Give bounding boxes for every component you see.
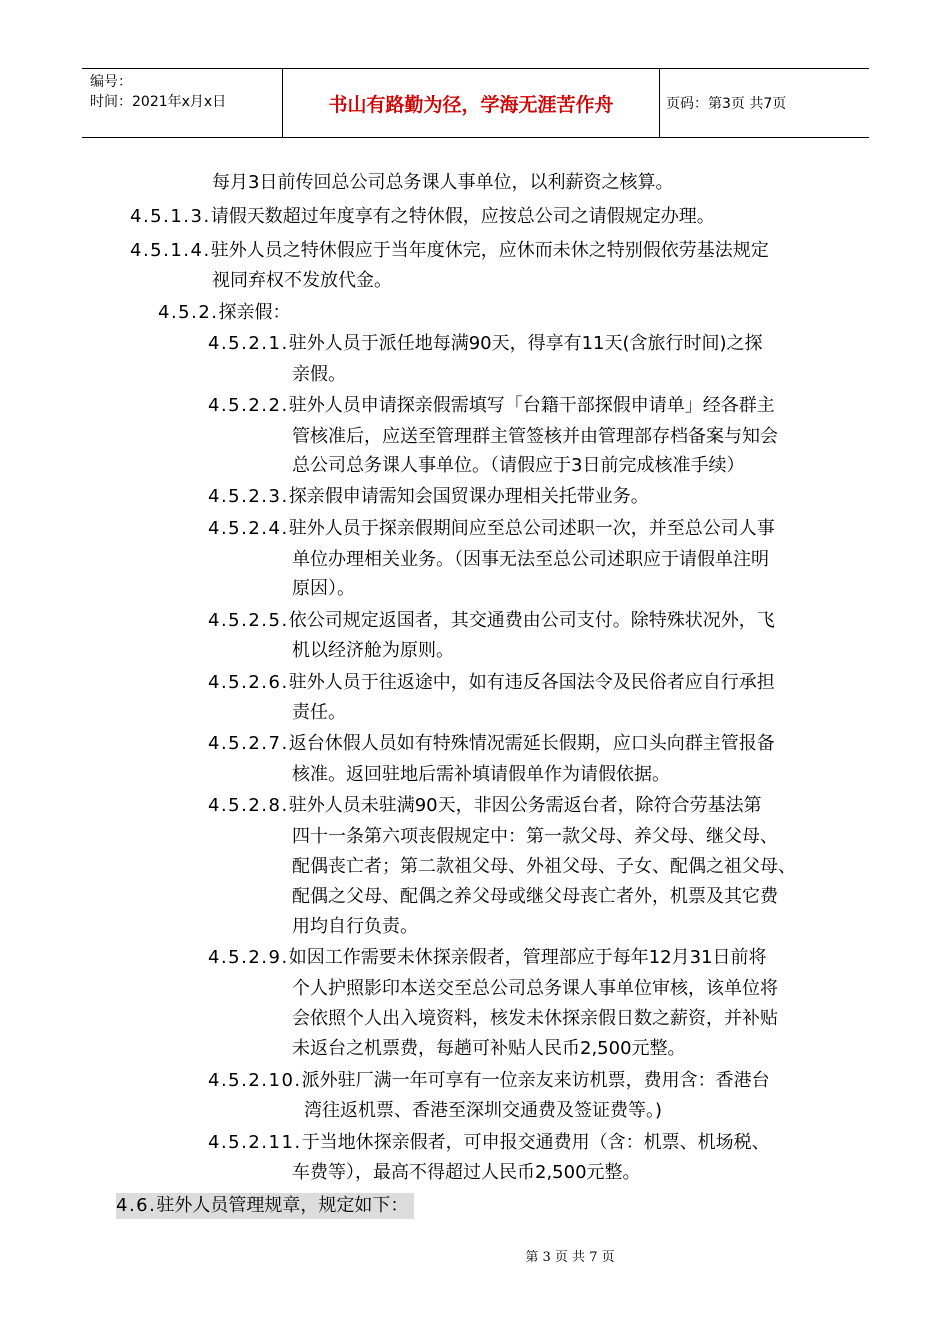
clause-number: 4.5.2. <box>158 302 219 323</box>
paragraph-line: 会依照个人出入境资料，核发未休探亲假日数之薪资，并补贴 <box>292 1008 778 1029</box>
paragraph-line: 用均自行负责。 <box>292 916 418 937</box>
document-header <box>82 68 869 138</box>
paragraph-line: 车费等），最高不得超过人民币2,500元整。 <box>292 1162 641 1183</box>
section-heading-highlighted: 4.6.驻外人员管理规章，规定如下： <box>116 1193 414 1219</box>
clause-line: 4.5.2.4.驻外人员于探亲假期间应至总公司述职一次，并至总公司人事 <box>208 518 775 539</box>
paragraph-line: 亲假。 <box>292 364 346 385</box>
clause-line: 4.5.2.2.驻外人员申请探亲假需填写「台籍干部探假申请单」经各群主 <box>208 395 775 416</box>
paragraph-line: 管核准后，应送至管理群主管签核并由管理部存档备案与知会 <box>292 426 778 447</box>
clause-number: 4.5.2.10. <box>208 1070 302 1091</box>
clause-line: 4.5.2.6.驻外人员于往返途中，如有违反各国法令及民俗者应自行承担 <box>208 672 775 693</box>
clause-line: 4.5.2.5.依公司规定返国者，其交通费由公司支付。除特殊状况外，飞 <box>208 610 775 631</box>
clause-line: 4.5.2.8.驻外人员未驻满90天，非因公务需返台者，除符合劳基法第 <box>208 795 762 816</box>
header-motto: 书山有路勤为径，学海无涯苦作舟 <box>283 69 660 137</box>
footer-page-number: 第 3 页 共 7 页 <box>525 1250 615 1265</box>
header-page-label: 页码：第3页 共7页 <box>666 96 787 112</box>
number-label: 编号： <box>90 74 132 90</box>
section-heading: 4.5.2.探亲假： <box>158 302 291 323</box>
paragraph-line: 原因）。 <box>292 578 355 599</box>
clause-line: 4.5.2.3.探亲假申请需知会国贸课办理相关托带业务。 <box>208 486 649 507</box>
clause-line: 4.5.2.7.返台休假人员如有特殊情况需延长假期，应口头向群主管报备 <box>208 733 775 754</box>
paragraph-line: 未返台之机票费，每趟可补贴人民币2,500元整。 <box>292 1038 686 1059</box>
clause-number: 4.5.2.4. <box>208 518 289 539</box>
clause-line: 4.5.1.3.请假天数超过年度享有之特休假，应按总公司之请假规定办理。 <box>130 206 715 227</box>
clause-line: 4.5.2.10.派外驻厂满一年可享有一位亲友来访机票，费用含：香港台 <box>208 1070 770 1091</box>
paragraph-line: 湾往返机票、香港至深圳交通费及签证费等。) <box>304 1100 663 1121</box>
paragraph-line: 单位办理相关业务。（因事无法至总公司述职应于请假单注明 <box>292 549 769 570</box>
paragraph-line: 视同弃权不发放代金。 <box>212 270 392 291</box>
paragraph-line: 四十一条第六项丧假规定中：第一款父母、养父母、继父母、 <box>292 826 778 847</box>
date-label: 时间：2021年x月x日 <box>90 94 227 110</box>
paragraph-line: 核准。返回驻地后需补填请假单作为请假依据。 <box>292 764 670 785</box>
clause-number: 4.5.2.2. <box>208 395 289 416</box>
clause-number: 4.5.2.1. <box>208 333 289 354</box>
paragraph-line: 配偶之父母、配偶之养父母或继父母丧亡者外，机票及其它费 <box>292 886 778 907</box>
clause-number: 4.5.2.5. <box>208 610 289 631</box>
paragraph-line: 每月3日前传回总公司总务课人事单位，以利薪资之核算。 <box>212 172 674 193</box>
paragraph-line: 个人护照影印本送交至总公司总务课人事单位审核，该单位将 <box>292 978 778 999</box>
clause-line: 4.5.2.11.于当地休探亲假者，可申报交通费用（含：机票、机场税、 <box>208 1132 770 1153</box>
clause-number: 4.5.1.4. <box>130 240 211 261</box>
paragraph-line: 总公司总务课人事单位。（请假应于3日前完成核准手续） <box>292 455 745 476</box>
paragraph-line: 机以经济舱为原则。 <box>292 640 454 661</box>
page-footer <box>0 1246 950 1265</box>
clause-number: 4.6. <box>116 1195 157 1216</box>
header-meta-cell <box>82 69 283 137</box>
paragraph-line: 责任。 <box>292 702 346 723</box>
clause-line: 4.5.2.9.如因工作需要未休探亲假者，管理部应于每年12月31日前将 <box>208 947 767 968</box>
clause-number: 4.5.2.11. <box>208 1132 302 1153</box>
clause-number: 4.5.2.9. <box>208 947 289 968</box>
clause-number: 4.5.2.8. <box>208 795 289 816</box>
clause-number: 4.5.2.7. <box>208 733 289 754</box>
clause-line: 4.5.2.1.驻外人员于派任地每满90天，得享有11天(含旅行时间)之探 <box>208 333 763 354</box>
clause-number: 4.5.2.3. <box>208 486 289 507</box>
clause-line: 4.5.1.4.驻外人员之特休假应于当年度休完，应休而未休之特别假依劳基法规定 <box>130 240 769 261</box>
paragraph-line: 配偶丧亡者；第二款祖父母、外祖父母、子女、配偶之祖父母、 <box>292 856 796 877</box>
clause-number: 4.5.2.6. <box>208 672 289 693</box>
clause-number: 4.5.1.3. <box>130 206 211 227</box>
